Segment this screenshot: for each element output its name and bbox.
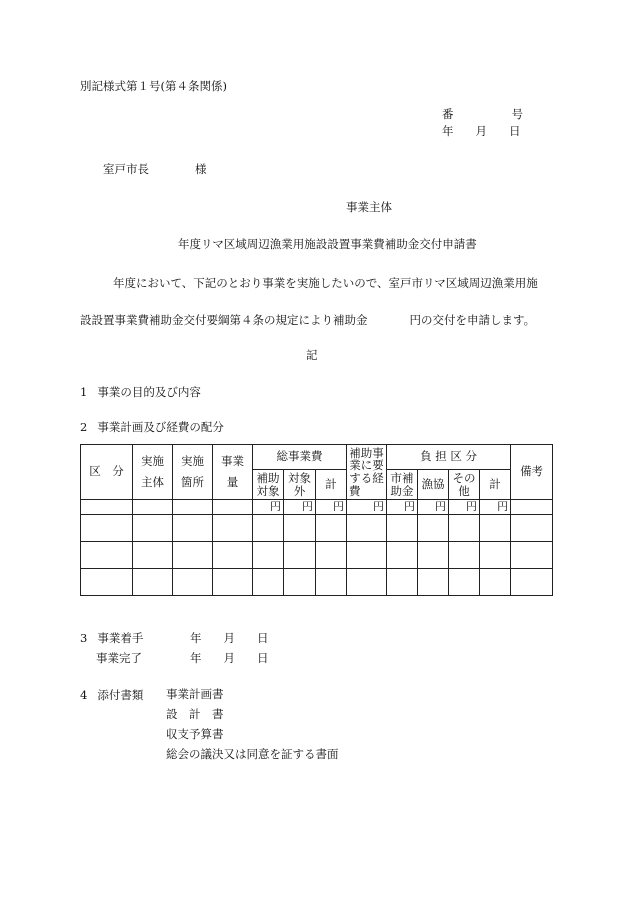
col-kasho-1: 実施 bbox=[181, 454, 204, 469]
group-total: 総事業費 bbox=[253, 445, 347, 470]
col-hojo-taisho-1: 補助 bbox=[256, 470, 280, 485]
col-kasho-2: 箇所 bbox=[181, 475, 204, 489]
date-line bbox=[442, 125, 521, 139]
col-sonota-2: 他 bbox=[458, 483, 470, 498]
col-biko: 備考 bbox=[511, 445, 553, 500]
end-month: 月 bbox=[223, 651, 235, 665]
end-date bbox=[190, 652, 269, 666]
section-1-num: 1 bbox=[80, 385, 88, 399]
body-line-1: 年度において、下記のとおり事業を実施したいので、室戸市リマ区域周辺漁業用施 bbox=[113, 276, 538, 290]
col-ryo bbox=[213, 445, 253, 500]
col-sonota-1: その bbox=[452, 470, 476, 485]
col-hojo-keihi-1: 補助事 bbox=[349, 445, 384, 460]
col-taishogai-1: 対象 bbox=[288, 470, 311, 485]
col-kubun: 区 分 bbox=[81, 445, 133, 500]
number-line bbox=[442, 108, 523, 122]
yen-gyokyo: 円 bbox=[418, 500, 449, 515]
date-day: 日 bbox=[509, 124, 521, 138]
date-month: 月 bbox=[475, 124, 487, 138]
table-row bbox=[81, 542, 553, 569]
document-title: 年度リマ区域周辺漁業用施設設置事業費補助金交付申請書 bbox=[178, 237, 477, 251]
col-shutai-1: 実施 bbox=[141, 454, 164, 469]
end-year: 年 bbox=[190, 651, 202, 665]
attachment-item: 総会の議決又は同意を証する書面 bbox=[166, 747, 339, 761]
col-ryo-1: 事業 bbox=[221, 454, 244, 469]
section-2 bbox=[80, 421, 224, 435]
col-shihojo-2: 助金 bbox=[390, 483, 414, 498]
addressee-name: 室戸市長 bbox=[103, 162, 149, 176]
group-futan: 負 担 区 分 bbox=[387, 445, 511, 470]
col-hojo-keihi-4: 費 bbox=[349, 483, 361, 498]
yen-shihojo: 円 bbox=[387, 500, 418, 515]
col-taishogai-2: 外 bbox=[293, 483, 306, 498]
col-hojo-keihi bbox=[347, 445, 387, 500]
number-suffix: 号 bbox=[511, 107, 523, 121]
cell-shutai bbox=[133, 500, 173, 515]
table-row bbox=[81, 515, 553, 542]
col-hojo-keihi-2: 業に要 bbox=[349, 458, 384, 473]
col-taishogai bbox=[284, 470, 316, 500]
col-hojo-taisho bbox=[253, 470, 284, 500]
yen-kei: 円 bbox=[316, 500, 347, 515]
yen-kei2: 円 bbox=[480, 500, 511, 515]
yen-hojo-taisho: 円 bbox=[253, 500, 284, 515]
start-year: 年 bbox=[190, 631, 202, 645]
col-shutai-2: 主体 bbox=[141, 475, 164, 489]
col-hojo-keihi-3: する経 bbox=[349, 471, 384, 485]
yen-row bbox=[81, 500, 553, 515]
col-gyokyo: 漁協 bbox=[418, 470, 449, 500]
table-row bbox=[81, 569, 553, 596]
yen-sonota: 円 bbox=[449, 500, 480, 515]
body-line-2b: 円の交付を申請します。 bbox=[409, 313, 536, 327]
cell-ryo bbox=[213, 500, 253, 515]
addressee bbox=[103, 163, 207, 177]
attachment-list bbox=[166, 689, 339, 769]
attachment-item: 収支予算書 bbox=[166, 727, 224, 741]
date-year: 年 bbox=[442, 124, 454, 138]
cell-kubun bbox=[81, 500, 133, 515]
yen-hojo-keihi: 円 bbox=[347, 500, 387, 515]
col-sonota bbox=[449, 470, 480, 500]
start-date bbox=[190, 632, 269, 646]
applicant-label: 事業主体 bbox=[346, 200, 392, 214]
section-1 bbox=[80, 386, 201, 400]
col-shihojo bbox=[387, 470, 418, 500]
cell-kasho bbox=[173, 500, 213, 515]
cell-biko bbox=[511, 500, 553, 515]
section-3-start bbox=[80, 632, 143, 646]
end-label: 事業完了 bbox=[96, 651, 142, 665]
col-shutai bbox=[133, 445, 173, 500]
col-kei2: 計 bbox=[480, 470, 511, 500]
section-3-end bbox=[96, 652, 142, 666]
section-1-label: 事業の目的及び内容 bbox=[97, 385, 201, 399]
col-kei: 計 bbox=[316, 470, 347, 500]
col-kasho bbox=[173, 445, 213, 500]
start-day: 日 bbox=[257, 631, 269, 645]
section-4-num: 4 bbox=[80, 688, 88, 702]
header-row-1 bbox=[81, 445, 553, 470]
form-label: 別記様式第１号(第４条関係) bbox=[80, 79, 227, 93]
start-label: 事業着手 bbox=[97, 631, 144, 645]
section-4-label: 添付書類 bbox=[97, 688, 144, 702]
attachment-item: 事業計画書 bbox=[166, 687, 224, 701]
section-4 bbox=[80, 689, 143, 703]
col-ryo-2: 量 bbox=[226, 475, 239, 489]
end-day: 日 bbox=[257, 651, 269, 665]
section-2-label: 事業計画及び経費の配分 bbox=[97, 420, 224, 434]
start-month: 月 bbox=[223, 631, 235, 645]
yen-taishogai: 円 bbox=[284, 500, 316, 515]
body-line-2a: 設設置事業費補助金交付要綱第４条の規定により補助金 bbox=[80, 313, 368, 327]
attachment-item: 設 計 書 bbox=[166, 707, 224, 721]
plan-table bbox=[80, 444, 553, 596]
number-kanji: 番 bbox=[442, 107, 454, 121]
ki-heading: 記 bbox=[306, 348, 318, 362]
section-3-num: 3 bbox=[80, 631, 88, 645]
col-hojo-taisho-2: 対象 bbox=[256, 483, 280, 498]
addressee-honorific: 様 bbox=[195, 162, 207, 176]
body-line-2 bbox=[80, 314, 535, 328]
section-2-num: 2 bbox=[80, 420, 88, 434]
col-shihojo-1: 市補 bbox=[390, 470, 414, 485]
